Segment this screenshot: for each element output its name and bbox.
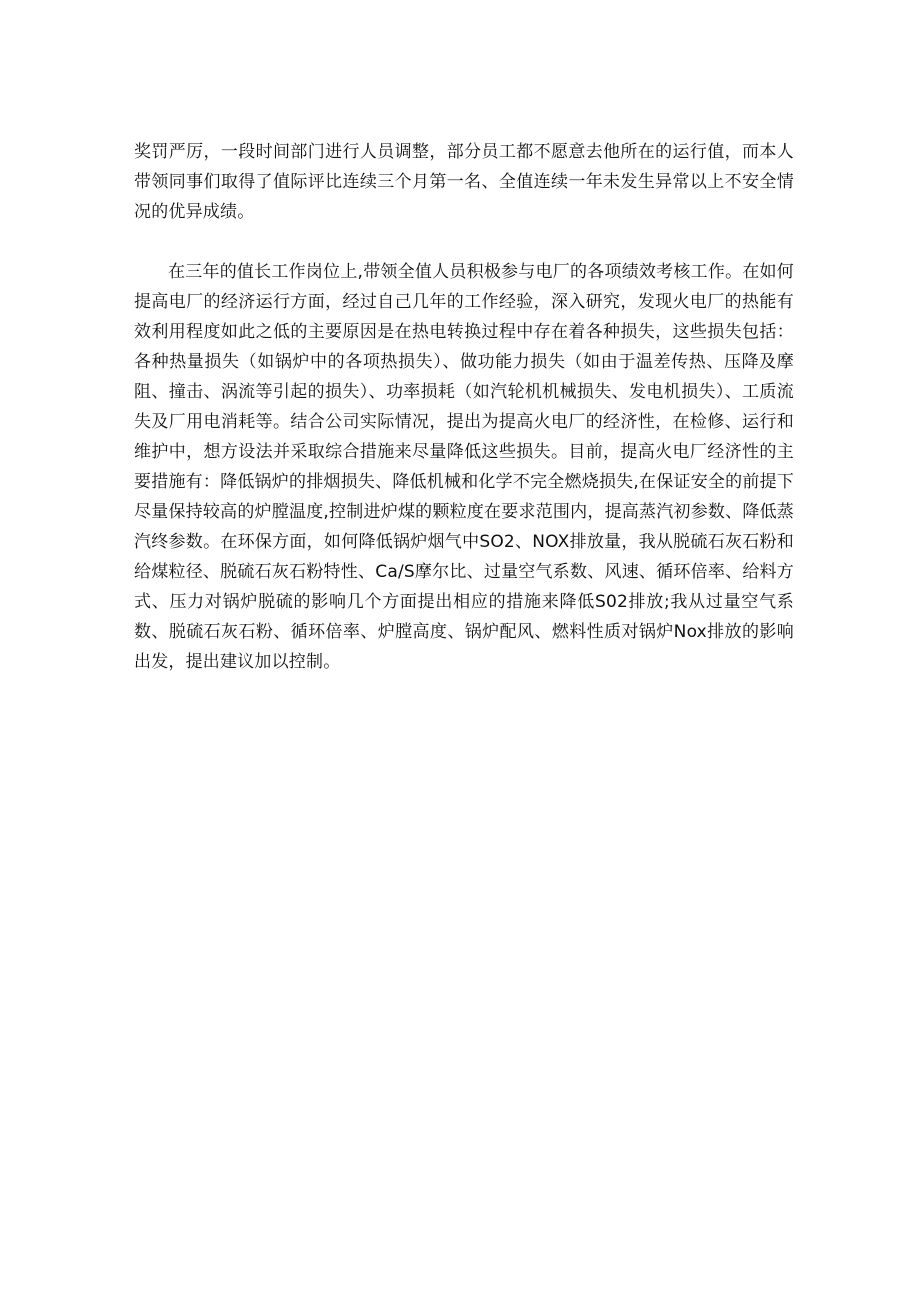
paragraph-performance-results: 奖罚严厉，一段时间部门进行人员调整，部分员工都不愿意去他所在的运行值，而本人带领同事们取得了值际评比连续三个月第一名、全值连续一年未发生异常以上不安全情况的优异成绩。: [134, 142, 794, 222]
document-body: [134, 137, 794, 677]
paragraph-economic-operation: 在三年的值长工作岗位上,带领全值人员积极参与电厂的各项绩效考核工作。在如何提高电厂的经济运行方面，经过自己几年的工作经验，深入研究，发现火电厂的热能有效利用程度如此之低的主要原因是在热电转换过程中存在着各种损失，这些损失包括：各种热量损失（如锅炉中的各项热损失）、做功能力损失（如由于温差传热、压降及摩阻、撞击、涡流等引起的损失）、功率损耗（如汽轮机机械损失、发电机损失）、工质流失及厂用电消耗等。结合公司实际情况，提出为提高火电厂的经济性，在检修、运行和维护中，想方设法并采取综合措施来尽量降低这些损失。目前，提高火电厂经济性的主要措施有：降低锅炉的排烟损失、降低机械和化学不完全燃烧损失,在保证安全的前提下尽量保持较高的炉膛温度,控制进炉煤的颗粒度在要求范围内，提高蒸汽初参数、降低蒸汽终参数。在环保方面，如何降低锅炉烟气中SO2、NOX排放量，我从脱硫石灰石粉和给煤粒径、脱硫石灰石粉特性、Ca/S摩尔比、过量空气系数、风速、循环倍率、给料方式、压力对锅炉脱硫的影响几个方面提出相应的措施来降低S02排放;我从过量空气系数、脱硫石灰石粉、循环倍率、炉膛高度、锅炉配风、燃料性质对锅炉Nox排放的影响出发，提出建议加以控制。: [134, 262, 794, 672]
